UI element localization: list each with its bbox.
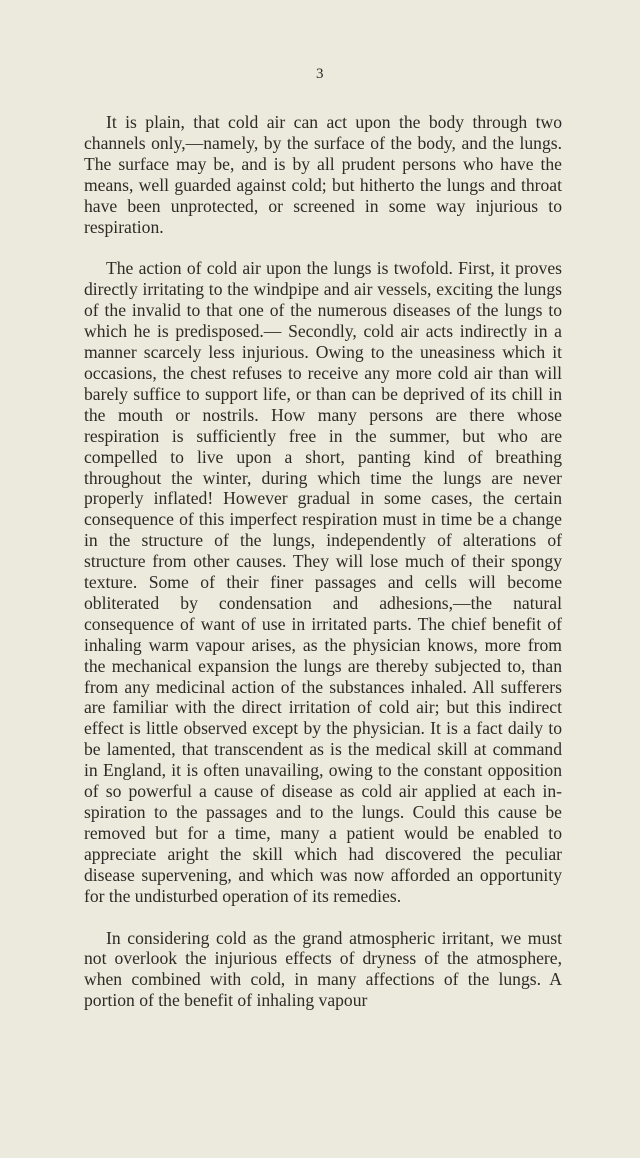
paragraph-3: In considering cold as the grand atmospheric irritant, we must not overlook the injurious effects of dryness of the atmosphere, when combined with cold, in many affections of the lungs. A portion of the benefit of inhaling vapour (84, 927, 562, 1011)
paragraph-2: The action of cold air upon the lungs is twofold. First, it proves directly irritating to the windpipe and air vessels, exciting the lungs of the invalid to that one of the numerous diseases of the lungs to which he is predisposed.— Secondly, cold air acts indirectly in a manner scarcely less injurious. Owing to the uneasiness which it occasions, the chest refuses to receive any more cold air than will barely suffice to support life, or than can be deprived of its chill in the mouth or nostrils. How many persons are there whose respiration is sufficiently free in the summer, but who are compelled to live upon a short, panting kind of breathing throughout the winter, during which time the lungs are never properly inflated! However gradual in some cases, the certain consequence of this imperfect respiration must in time be a change in the structure of the lungs, independently of alterations of structure from other causes. They will lose much of their spongy texture. Some of their finer passages and cells will become obliterated by condensation and adhesions,—the natural consequence of want of use in irritated parts. The chief benefit of inhaling warm vapour arises, as the physician knows, more from the mechanical expansion the lungs are thereby subjected to, than from any medicinal action of the substances inhaled. All sufferers are familiar with the direct irritation of cold air; but this indirect effect is little observed except by the physician. It is a fact daily to be lamented, that transcendent as is the medical skill at command in England, it is often unavailing, owing to the constant opposition of so powerful a cause of disease as cold air applied at each inspiration to the passages and to the lungs. Could this cause be removed but for a time, many a patient would be enabled to appreciate aright the skill which had discovered the peculiar disease supervening, and which was now afforded an opportunity for the undisturbed operation of its remedies. (84, 258, 562, 906)
page-number: 3 (316, 66, 324, 82)
paragraph-1: It is plain, that cold air can act upon the body through two channels only,—namely, by the surface of the body, and the lungs. The surface may be, and is by all prudent persons who have the means, well guarded against cold; but hitherto the lungs and throat have been unprotected, or screened in some way injurious to respiration. (84, 112, 562, 237)
body-text (84, 112, 562, 1011)
